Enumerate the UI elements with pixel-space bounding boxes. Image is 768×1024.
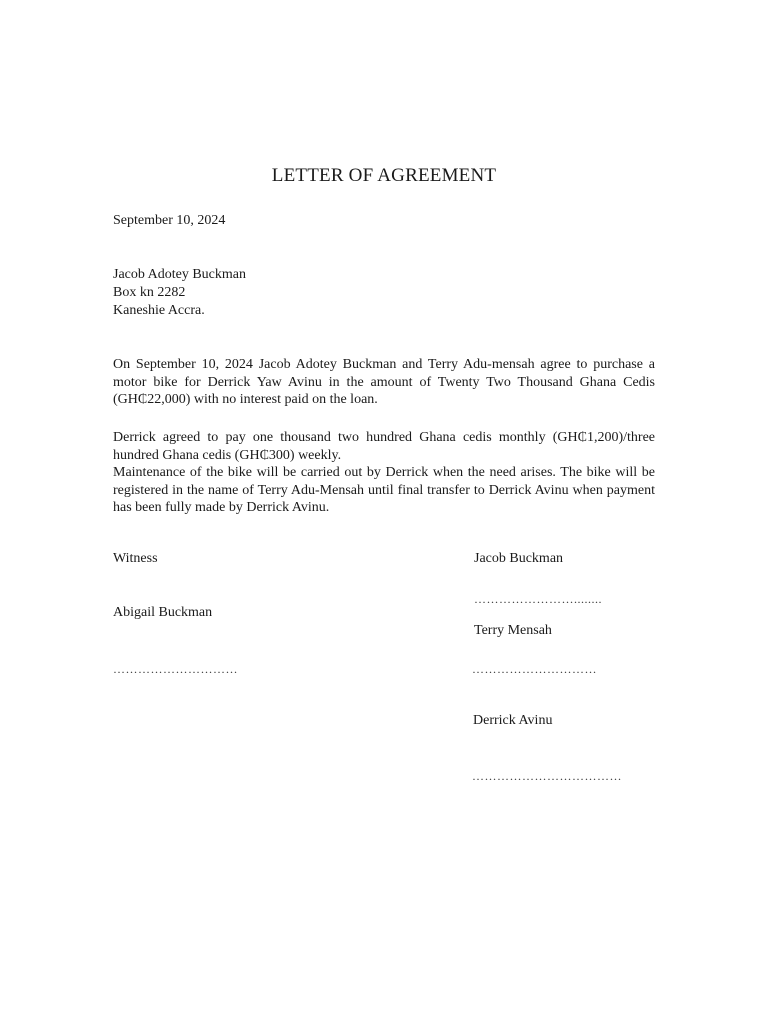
party1-signature-line: ……………………........ [474,592,602,606]
recipient-box: Box kn 2282 [113,285,186,300]
recipient-city: Kaneshie Accra. [113,303,205,318]
witness-signature-line: ………………………… [113,662,238,676]
letter-date: September 10, 2024 [113,213,226,228]
maintenance-terms-line: Maintenance of the bike will be carried out by Derrick when the need arises. The bike will be registered in the name of Terry Adu-Mensah until final transfer to Derrick Avinu when payment has been fully made by Derrick Avinu. [113,465,655,515]
agreement-paragraph: On September 10, 2024 Jacob Adotey Buckman and Terry Adu-mensah agree to purchase a motor bike for Derrick Yaw Avinu in the amount of Twenty Two Thousand Ghana Cedis (GH₵22,000) with no interest paid on the loan. [113,357,655,407]
party1-name: Jacob Buckman [474,551,564,566]
witness-label: Witness [113,551,158,566]
payment-terms [113,429,655,517]
party2-signature-line: ………………………… [472,662,597,676]
party3-signature-line: ……………………………… [472,769,622,783]
party3-name: Derrick Avinu [473,713,553,728]
recipient-address [113,266,246,320]
recipient-name: Jacob Adotey Buckman [113,267,246,282]
party2-name: Terry Mensah [474,623,552,638]
payment-terms-line: Derrick agreed to pay one thousand two hundred Ghana cedis monthly (GH₵1,200)/three hundred Ghana cedis (GH₵300) weekly. [113,430,655,463]
witness-name: Abigail Buckman [113,605,213,620]
document-title: LETTER OF AGREEMENT [271,165,497,186]
